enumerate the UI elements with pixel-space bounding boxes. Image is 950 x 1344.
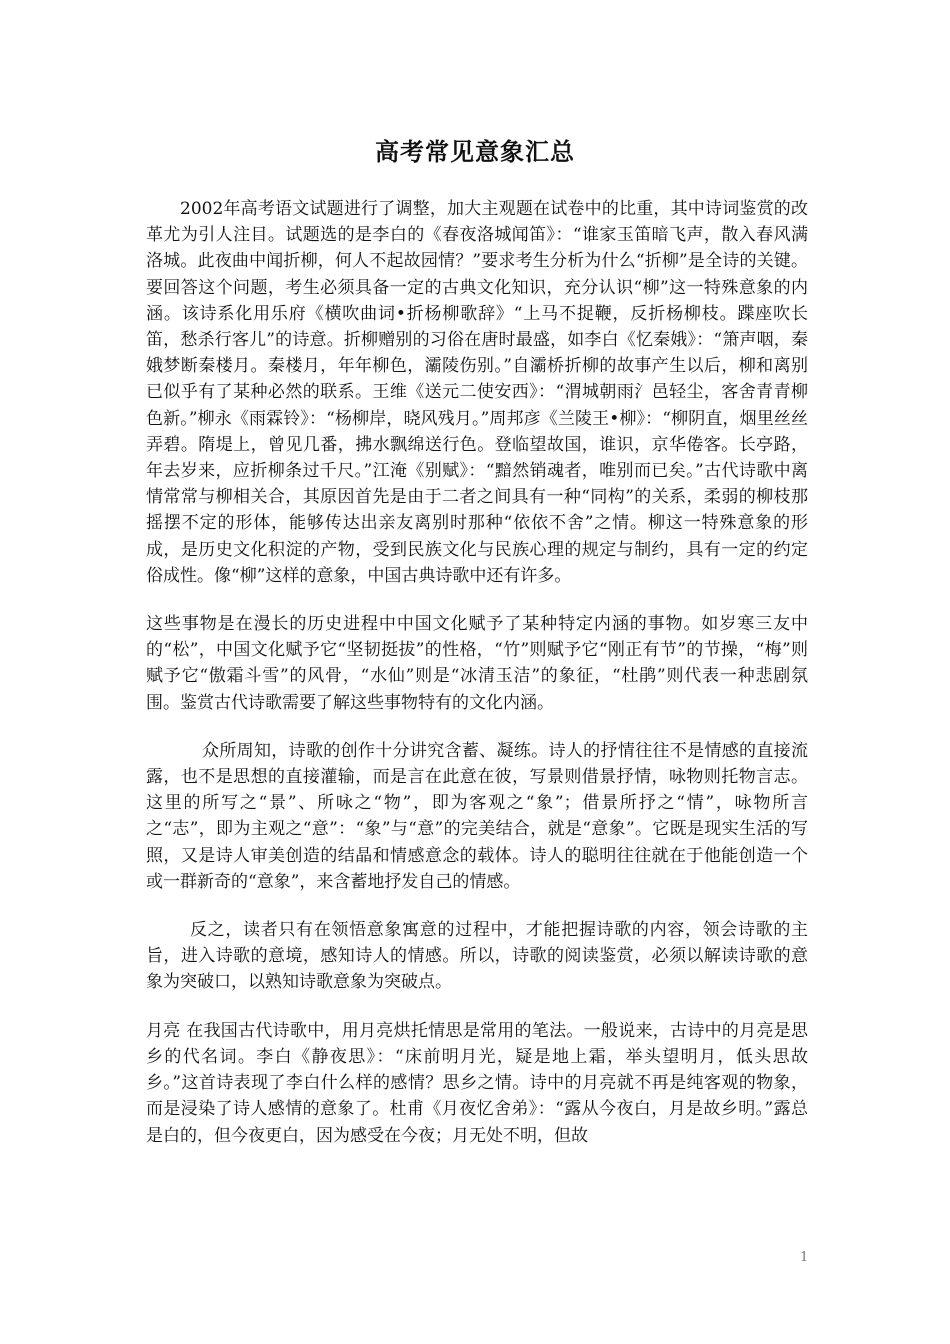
document-title: 高考常见意象汇总 <box>375 137 575 166</box>
page-number: 1 <box>800 1250 809 1265</box>
paragraph-cultural-objects: 这些事物是在漫长的历史进程中中国文化赋予了某种特定内涵的事物。如岁寒三友中的“松”，中国文化赋予它“坚韧挺拔”的性格，“竹”则赋予它“刚正有节”的节操，“梅”则赋予它“傲霜斗雪”的风骨，“水仙”则是“冰清玉洁”的象征，“杜鹃”则代表一种悲剧氛围。鉴赏古代诗歌需要了解这些事物特有的文化内涵。 <box>146 614 808 713</box>
document-body <box>146 196 808 1149</box>
paragraph-moon-imagery: 月亮 在我国古代诗歌中，用月亮烘托情思是常用的笔法。一般说来，古诗中的月亮是思乡的代名词。李白《静夜思》：“床前明月光，疑是地上霜，举头望明月，低头思故乡。”这首诗表现了李白什么样的感情？思乡之情。诗中的月亮就不再是纯客观的物象，而是浸染了诗人感情的意象了。杜甫《月夜忆舍弟》：“露从今夜白，月是故乡明。”露总是白的，但今夜更白，因为感受在今夜；月无处不明，但故 <box>146 1020 808 1146</box>
paragraph-reading-method: 反之，读者只有在领悟意象寓意的过程中，才能把握诗歌的内容，领会诗歌的主旨，进入诗歌的意境，感知诗人的情感。所以，诗歌的阅读鉴赏，必须以解读诗歌的意象为突破口，以熟知诗歌意象为突破点。 <box>146 920 808 993</box>
paragraph-imagery-definition: 众所周知，诗歌的创作十分讲究含蓄、凝练。诗人的抒情往往不是情感的直接流露，也不是思想的直接灌输，而是言在此意在彼，写景则借景抒情，咏物则托物言志。这里的所写之“景”、所咏之“物”，即为客观之“象”；借景所抒之“情”，咏物所言之“志”，即为主观之“意”：“象”与“意”的完美结合，就是“意象”。它既是现实生活的写照，又是诗人审美创造的结晶和情感意念的载体。诗人的聪明往往就在于他能创造一个或一群新奇的“意象”，来含蓄地抒发自己的情感。 <box>146 740 808 892</box>
paragraph-intro: 2002年高考语文试题进行了调整，加大主观题在试卷中的比重，其中诗词鉴赏的改革尤为引人注目。试题选的是李白的《春夜洛城闻笛》：“谁家玉笛暗飞声，散入春风满洛城。此夜曲中闻折柳，何人不起故园情？”要求考生分析为什么“折柳”是全诗的关键。要回答这个问题，考生必须具备一定的古典文化知识，充分认识“柳”这一特殊意象的内涵。该诗系化用乐府《横吹曲词•折杨柳歌辞》“上马不捉鞭，反折杨柳枝。蹀座吹长笛，愁杀行客儿”的诗意。折柳赠别的习俗在唐时最盛，如李白《忆秦娥》：“箫声咽，秦娥梦断秦楼月。秦楼月，年年柳色，灞陵伤别。”自灞桥折柳的故事产生以后，柳和离别已似乎有了某种必然的联系。王维《送元二使安西》：“渭城朝雨氵邑轻尘，客舍青青柳色新。”柳永《雨霖铃》：“杨柳岸，晓风残月。”周邦彦《兰陵王•柳》：“柳阴直，烟里丝丝弄碧。隋堤上，曾见几番，拂水飘绵送行色。登临望故国，谁识，京华倦客。长亭路，年去岁来，应折柳条过千尺。”江淹《别赋》：“黯然销魂者，唯别而已矣。”古代诗歌中离情常常与柳相关合，其原因首先是由于二者之间具有一种“同构”的关系，柔弱的柳枝那摇摆不定的形体，能够传达出亲友离别时那种“依依不舍”之情。柳这一特殊意象的形成，是历史文化积淀的产物，受到民族文化与民族心理的规定与制约，具有一定的约定俗成性。像“柳”这样的意象，中国古典诗歌中还有许多。 <box>146 199 808 586</box>
